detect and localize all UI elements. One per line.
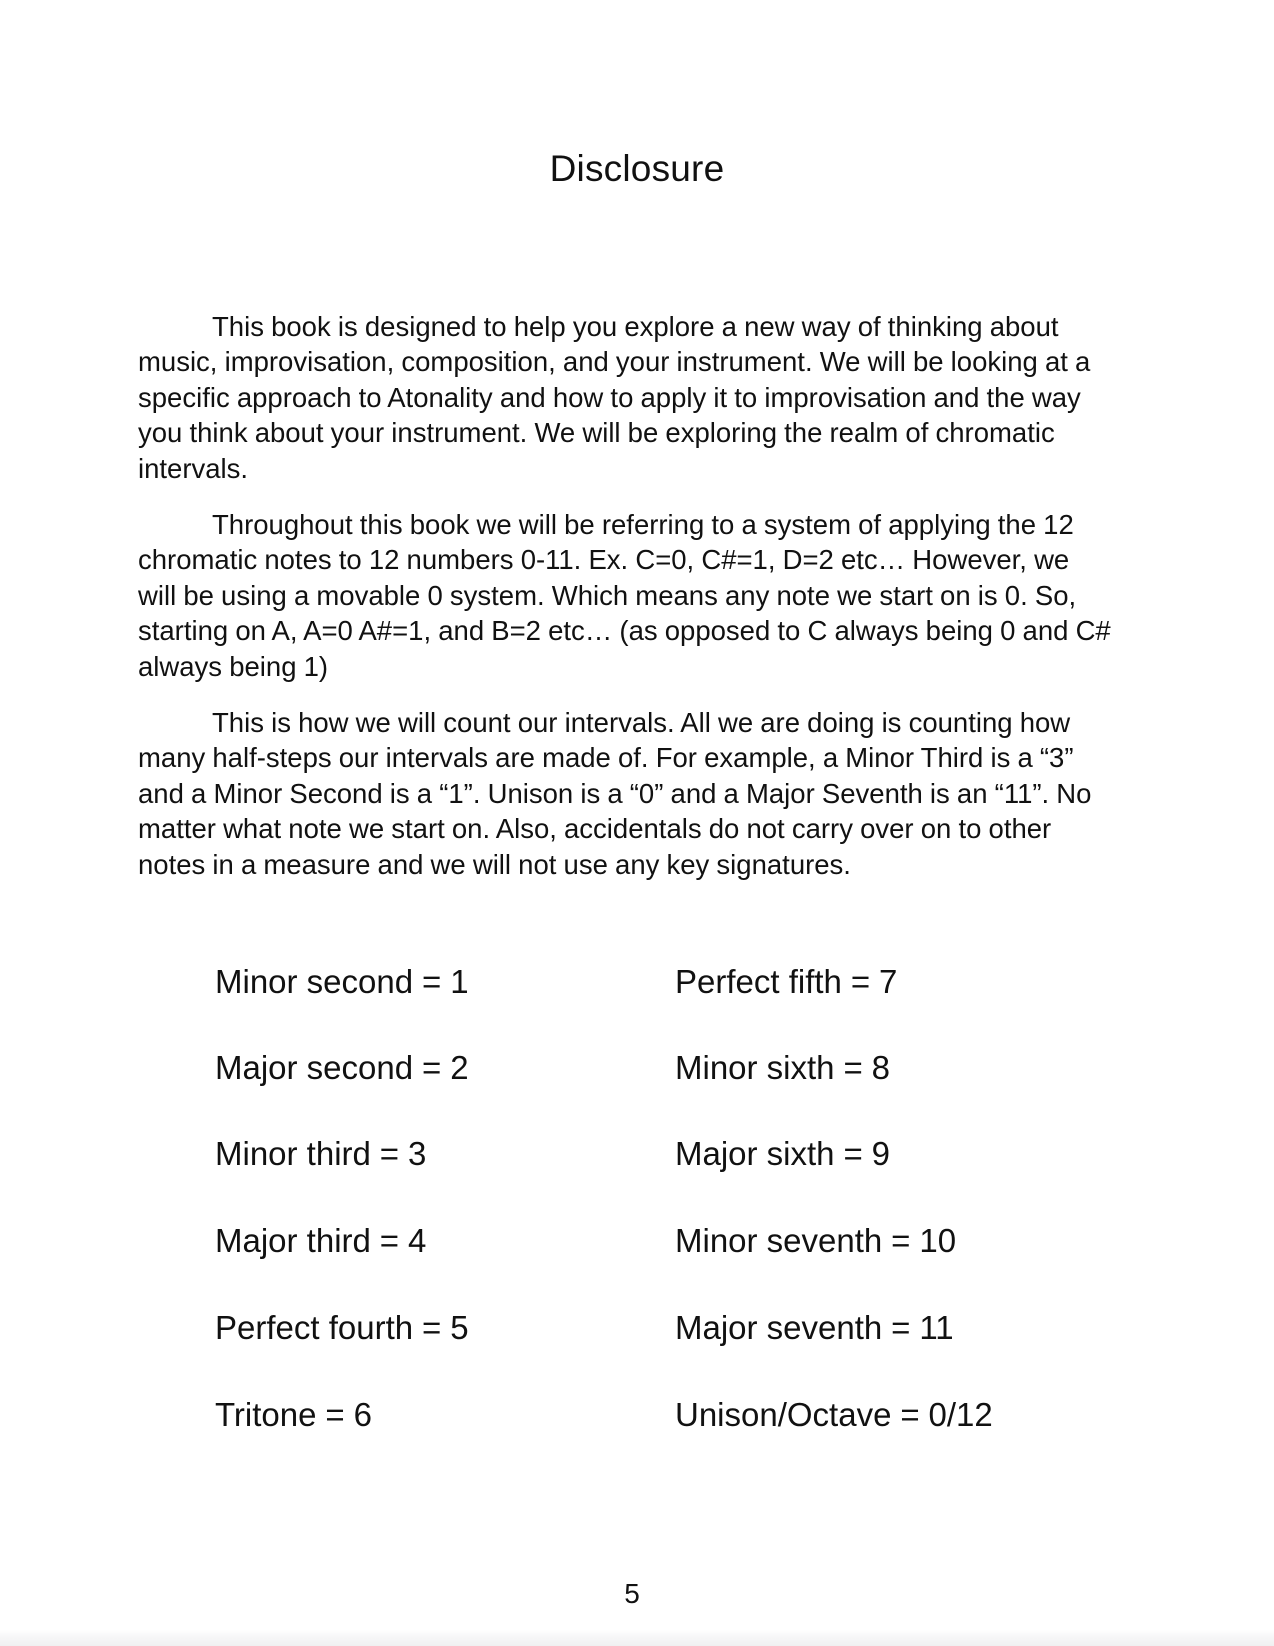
interval-value: 6	[353, 1396, 372, 1433]
page-bottom-edge	[0, 1630, 1274, 1646]
interval-label: Minor second	[215, 963, 414, 1000]
interval-value: 4	[407, 1222, 427, 1259]
interval-major-sixth	[675, 1133, 890, 1175]
equals-sign: =	[891, 1222, 911, 1259]
interval-value: 5	[450, 1309, 469, 1346]
interval-label: Major second	[215, 1049, 414, 1086]
interval-major-third	[215, 1220, 426, 1262]
page-title: Disclosure	[549, 148, 725, 189]
interval-value: 8	[871, 1049, 890, 1086]
interval-minor-third	[215, 1133, 426, 1175]
interval-label: Major third	[215, 1222, 371, 1259]
interval-label: Major seventh	[675, 1309, 883, 1346]
paragraph-intro: This book is designed to help you explore a new way of thinking about music, improvisation, composition, and your instrument. We will be looking at a specific approach to Atonality and how to apply it to improvisation and the way you think about your instrument. We will be exploring the realm of chromatic intervals.	[138, 310, 1091, 484]
equals-sign: =	[850, 963, 871, 1000]
interval-unison-octave	[675, 1394, 993, 1436]
equals-sign: =	[843, 1135, 863, 1172]
interval-label: Unison/Octave	[675, 1396, 892, 1433]
interval-label: Minor sixth	[675, 1049, 835, 1086]
interval-value: 0/12	[928, 1396, 993, 1433]
interval-value: 10	[919, 1222, 957, 1259]
interval-label: Perfect fourth	[215, 1309, 414, 1346]
equals-sign: =	[422, 1049, 442, 1086]
interval-value: 9	[871, 1135, 890, 1172]
interval-label: Tritone	[215, 1396, 317, 1433]
interval-value: 7	[879, 963, 898, 1000]
interval-major-seventh	[675, 1307, 954, 1349]
equals-sign: =	[843, 1049, 863, 1086]
interval-label: Minor seventh	[675, 1222, 883, 1259]
page-number: 5	[624, 1578, 640, 1609]
interval-value: 3	[407, 1135, 427, 1172]
interval-tritone	[215, 1394, 372, 1436]
interval-label: Minor third	[215, 1135, 371, 1172]
equals-sign: =	[422, 1309, 442, 1346]
interval-major-second	[215, 1047, 469, 1089]
equals-sign: =	[379, 1135, 400, 1172]
interval-perfect-fifth	[675, 961, 897, 1003]
paragraph-number-system: Throughout this book we will be referring to a system of applying the 12 chromatic notes to 12 numbers 0-11. Ex. C=0, C#=1, D=2 etc… However, we will be using a movable 0 system. Which means any note we start on is 0. So, starting on A, A=0 A#=1, and B=2 etc… (as opposed to C always being 0 and C# always being 1)	[138, 508, 1111, 682]
equals-sign: =	[891, 1309, 911, 1346]
interval-minor-seventh	[675, 1220, 956, 1262]
interval-perfect-fourth	[215, 1307, 469, 1349]
equals-sign: =	[900, 1396, 920, 1433]
equals-sign: =	[325, 1396, 345, 1433]
equals-sign: =	[422, 963, 442, 1000]
interval-value: 2	[450, 1049, 469, 1086]
interval-value: 11	[919, 1309, 954, 1346]
interval-label: Major sixth	[675, 1135, 835, 1172]
interval-minor-second	[215, 961, 469, 1003]
equals-sign: =	[379, 1222, 400, 1259]
interval-value: 1	[450, 963, 469, 1000]
paragraph-counting-intervals: This is how we will count our intervals. All we are doing is counting how many half-steps our intervals are made of. For example, a Minor Third is a “3” and a Minor Second is a “1”. Unison is a “0” and a Major Seventh is an “11”. No matter what note we start on. Also, accidentals do not carry over on to other notes in a measure and we will not use any key signatures.	[138, 706, 1092, 880]
interval-label: Perfect fifth	[675, 963, 842, 1000]
interval-minor-sixth	[675, 1047, 890, 1089]
